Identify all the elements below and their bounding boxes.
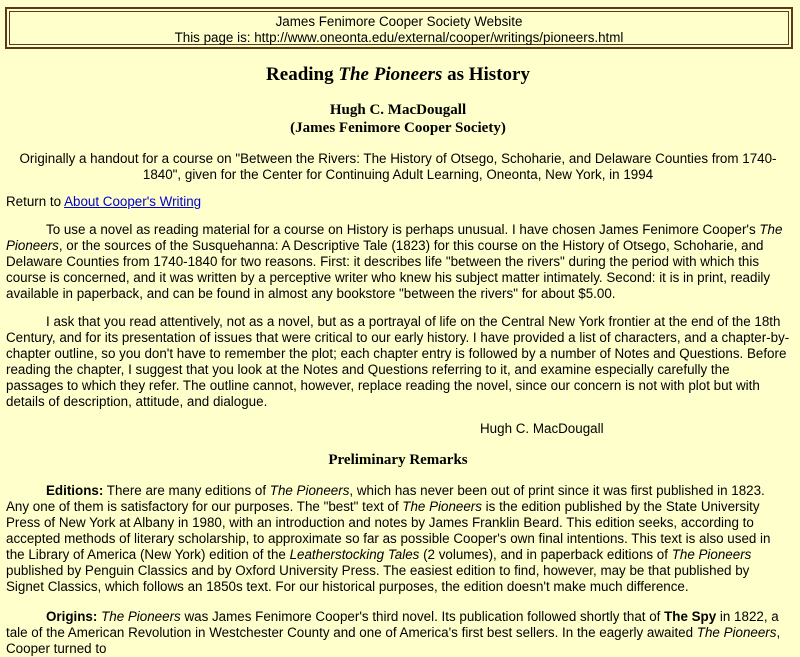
origins-text-2: in 1822, a tale of the American Revolution in Westchester County and one of America's first best sellers. In the eagerly awaited: [6, 609, 779, 640]
editions-text-2: , which has never been out of print since it was first published in 1823. Any one of them is satisfactory for our purposes. The "best" text of: [6, 483, 765, 514]
para1-text-a: To use a novel as reading material for a course on History is perhaps unusual. I have chosen James Fenimore Cooper's: [46, 222, 760, 237]
editions-text-5: published by Penguin Classics and by Oxford University Press. The easiest edition to find, however, may be that published by Signet Classics, which follows an 1850s text. For our historical purposes, the edition doesn't make much difference.: [6, 563, 750, 594]
title-suffix: as History: [442, 64, 530, 85]
editions-paragraph: [6, 483, 790, 595]
para1-italic: The Pioneers: [6, 222, 783, 253]
editions-text-4: (2 volumes), and in paperback editions of: [419, 547, 672, 562]
para1-text-b: , or the sources of the Susquehanna: A Descriptive Tale (1823) for this course on the History of Otsego, Schoharie, and Delaware Counties from 1740-1840 for two reasons. First: it describes life "between the rivers" during the period with which this course is concerned, and it was written by a perceptive writer who knew his subject matter intimately. Second: it is in print, readily available in paperback, and can be found in almost any bookstore "between the rivers" for about $5.00.: [6, 238, 771, 301]
title-italic: The Pioneers: [338, 64, 443, 85]
header-box: [9, 11, 789, 45]
main-content: [6, 64, 790, 657]
editions-text-1: There are many editions of: [103, 483, 270, 498]
origins-paragraph: [6, 609, 790, 657]
origins-label: Origins:: [46, 609, 98, 624]
editions-italic-3: Leatherstocking Tales: [289, 547, 420, 562]
return-line: [6, 194, 790, 210]
about-coopers-writing-link[interactable]: About Cooper's Writing: [64, 194, 202, 209]
editions-label: Editions:: [46, 483, 104, 498]
header-site-name: James Fenimore Cooper Society Website: [275, 14, 523, 29]
signature: Hugh C. MacDougall: [480, 421, 604, 436]
author-block: [6, 101, 790, 137]
origins-bold-1: The Spy: [664, 609, 717, 624]
editions-italic-4: The Pioneers: [671, 547, 752, 562]
editions-text-3: is the edition published by the State University Press of New York at Albany in 1980, with an introduction and notes by James Franklin Beard. This edition seeks, according to accepted methods of literary scholarship, to approximate so far as possible Cooper's own final intentions. This text is also used in the Library of America (New York) edition of the: [6, 499, 771, 562]
course-note: Originally a handout for a course on "Between the Rivers: The History of Otsego, Schoharie, and Delaware Counties from 1740-1840", given for the Center for Continuing Adult Learning, Oneonta, New York, in 1994: [19, 151, 777, 182]
title-prefix: Reading: [266, 64, 339, 85]
editions-italic-2: The Pioneers: [402, 499, 482, 514]
origins-italic-1: The Pioneers: [101, 609, 181, 624]
intro-paragraph-2: I ask that you read attentively, not as a novel, but as a portrayal of life on the Central New York frontier at the end of the 18th Century, and for its presentation of issues that were critical to our early history. I have provided a list of characters, and a chapter-by-chapter outline, so you don't have to remember the plot; each chapter entry is followed by a number of Notes and Questions. Before reading the chapter, I suggest that you look at the Notes and Questions referring to it, and examine especially carefully the passages to which they refer. The outline cannot, however, replace reading the novel, since our concern is not with plot but with details of description, attitude, and dialogue.: [6, 314, 790, 409]
page-title: [6, 64, 790, 86]
origins-text-1: was James Fenimore Cooper's third novel. Its publication followed shortly that of: [180, 609, 665, 624]
section-title: Preliminary Remarks: [328, 452, 468, 468]
author-name: Hugh C. MacDougall: [329, 102, 467, 118]
origins-text-3: , Cooper turned to: [6, 625, 781, 656]
author-affiliation: (James Fenimore Cooper Society): [290, 120, 506, 136]
return-prefix: Return to: [6, 194, 65, 209]
origins-italic-2: The Pioneers: [696, 625, 777, 640]
header-page-url: This page is: http://www.oneonta.edu/external/cooper/writings/pioneers.html: [174, 30, 624, 45]
intro-paragraph-1: [6, 222, 790, 302]
editions-italic-1: The Pioneers: [269, 483, 350, 498]
